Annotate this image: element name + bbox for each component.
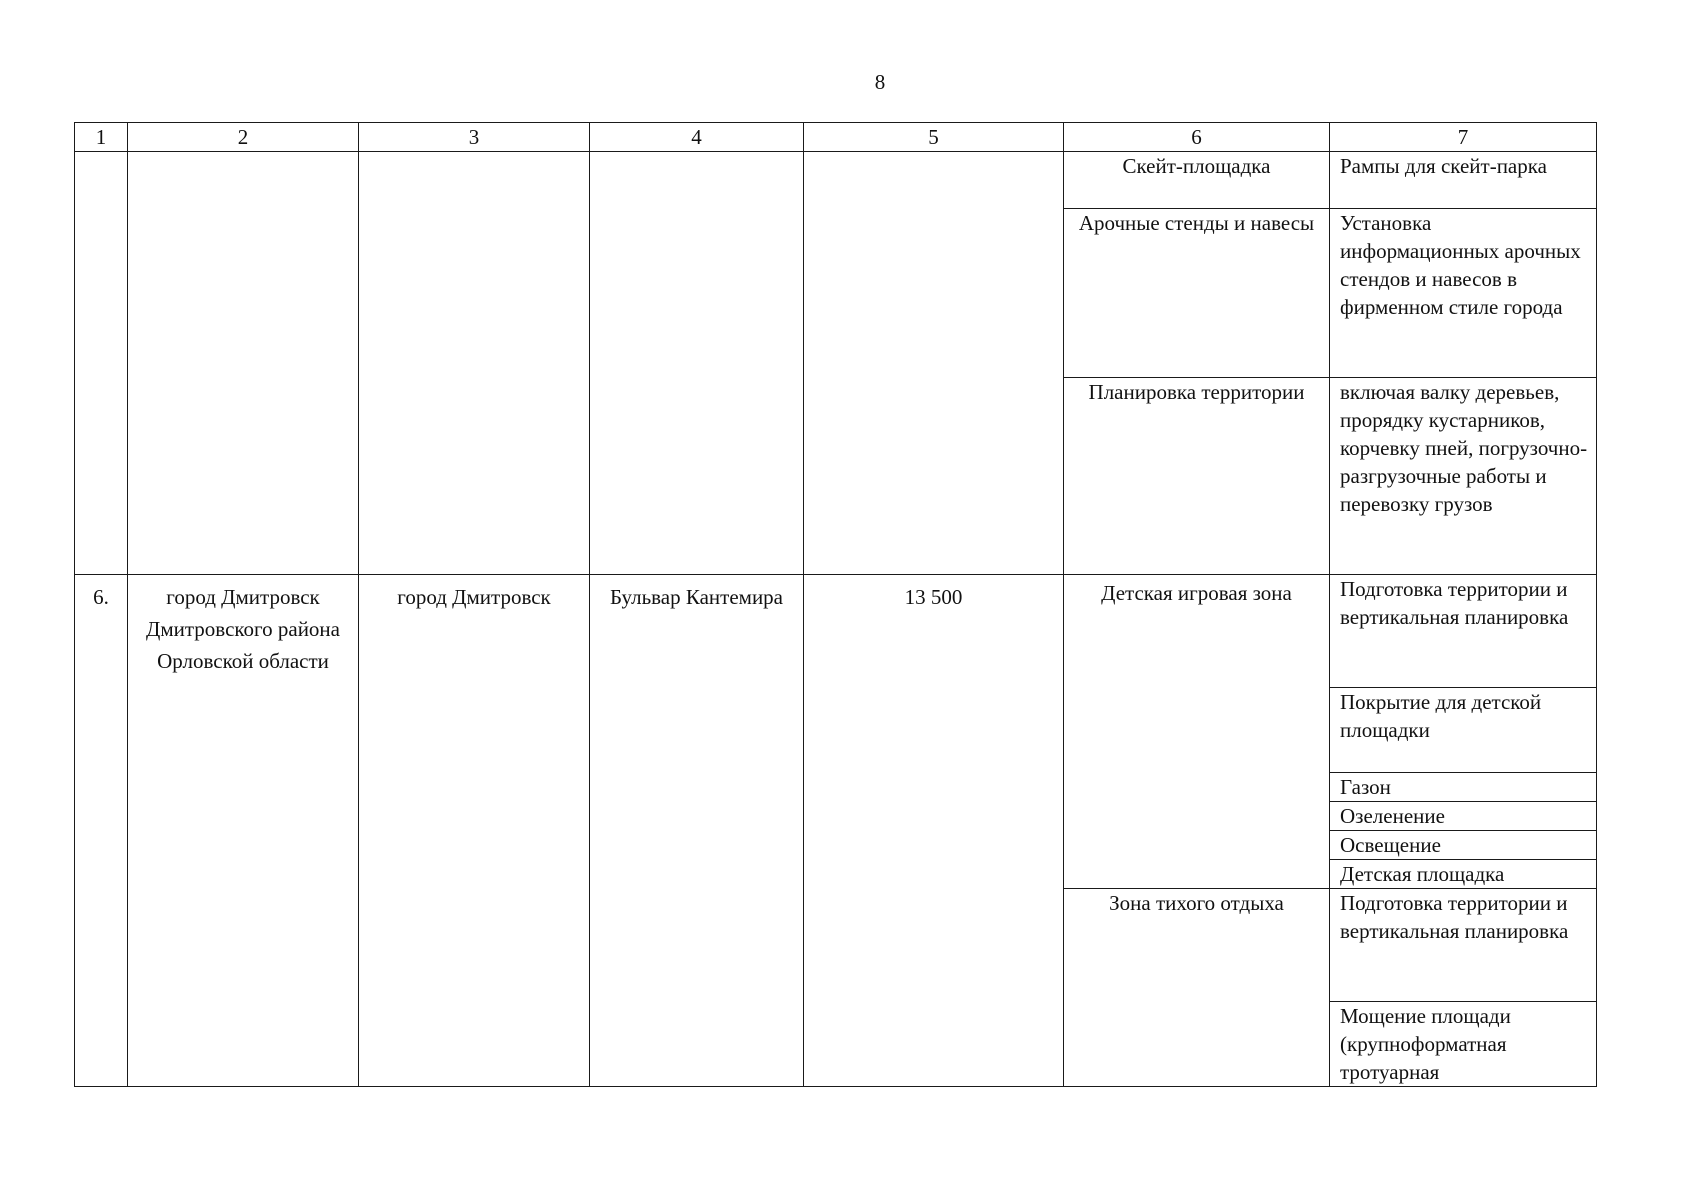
zone-name: Зона тихого отдыха: [1064, 889, 1330, 1087]
row-number: 6.: [75, 575, 128, 1087]
page-number: 8: [874, 70, 886, 94]
empty-cell: [359, 152, 590, 575]
empty-cell: [804, 152, 1064, 575]
settlement-cell: город Дмитровск: [359, 575, 590, 1087]
work-item: Детская площадка: [1330, 860, 1597, 889]
work-item: Установка информационных арочных стендов и навесов в фирменном стиле города: [1330, 209, 1597, 378]
column-header: 1: [75, 123, 128, 152]
work-item: включая валку деревьев, прорядку кустарников, корчевку пней, погрузочно-разгрузочные работы и перевозку грузов: [1330, 378, 1597, 575]
table-row: [75, 152, 1597, 209]
zone-name: Детская игровая зона: [1064, 575, 1330, 889]
table-row: [75, 575, 1597, 688]
column-header: 3: [359, 123, 590, 152]
work-item: Подготовка территории и вертикальная планировка: [1330, 575, 1597, 688]
work-item: Освещение: [1330, 831, 1597, 860]
zone-name: Арочные стенды и навесы: [1064, 209, 1330, 378]
empty-cell: [75, 152, 128, 575]
works-table: [74, 122, 1597, 1087]
column-header: 5: [804, 123, 1064, 152]
zone-name: Скейт-площадка: [1064, 152, 1330, 209]
column-header: 4: [590, 123, 804, 152]
municipality-cell: город Дмитровск Дмитровского района Орловской области: [128, 575, 359, 1087]
column-header: 2: [128, 123, 359, 152]
empty-cell: [590, 152, 804, 575]
object-cell: Бульвар Кантемира: [590, 575, 804, 1087]
column-header: 6: [1064, 123, 1330, 152]
work-item: Подготовка территории и вертикальная планировка: [1330, 889, 1597, 1002]
work-item: Рампы для скейт-парка: [1330, 152, 1597, 209]
work-item: Озеленение: [1330, 802, 1597, 831]
work-item: Мощение площади (крупноформатная тротуарная: [1330, 1002, 1597, 1087]
zone-name: Планировка территории: [1064, 378, 1330, 575]
work-item: Газон: [1330, 773, 1597, 802]
work-item: Покрытие для детской площадки: [1330, 688, 1597, 773]
column-number-row: [75, 123, 1597, 152]
area-cell: 13 500: [804, 575, 1064, 1087]
empty-cell: [128, 152, 359, 575]
column-header: 7: [1330, 123, 1597, 152]
